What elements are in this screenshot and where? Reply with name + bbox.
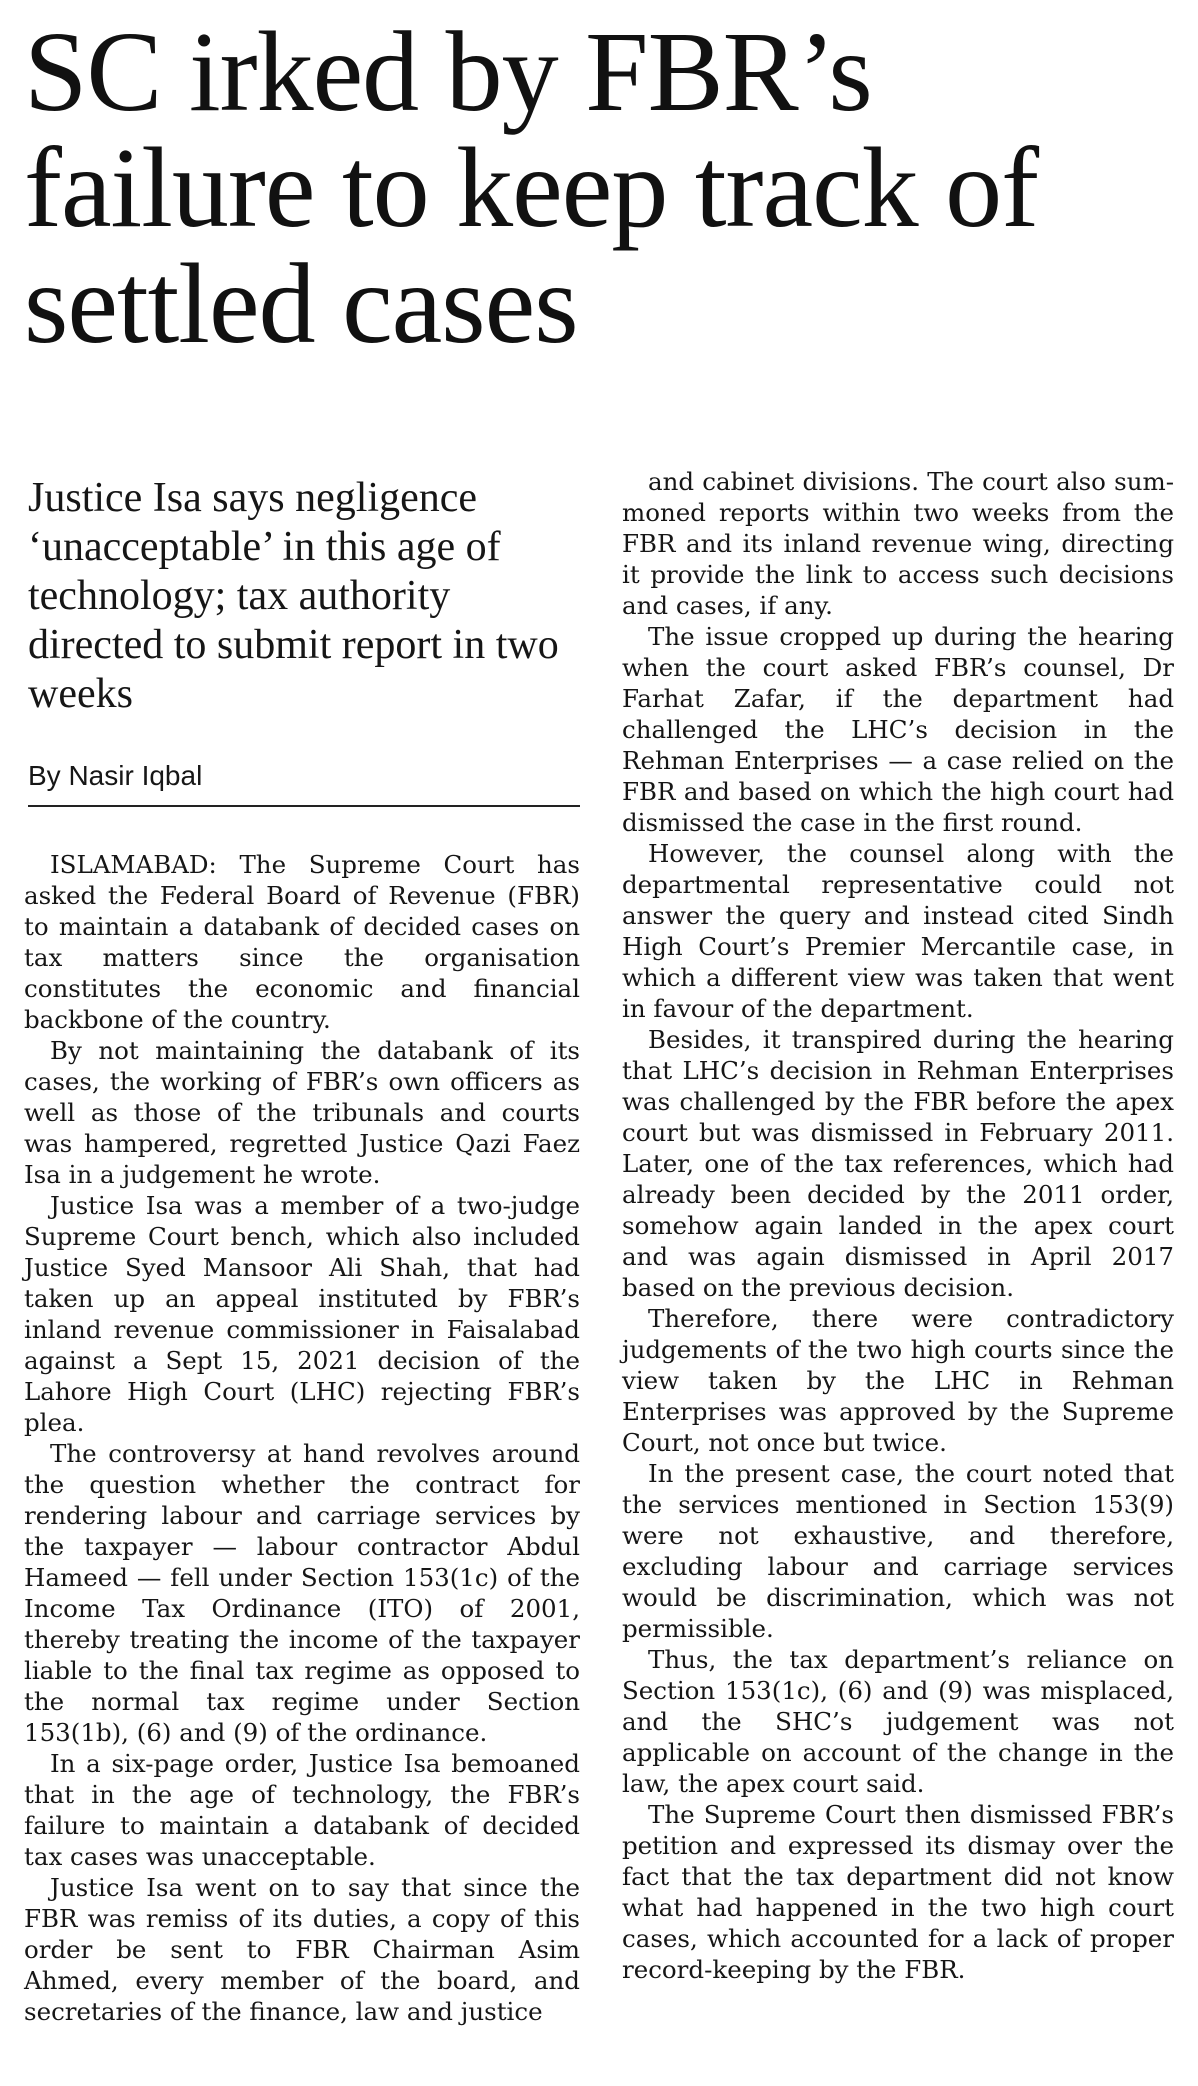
paragraph: In a six-page order, Justice Isa bemoaned that in the age of technology, the FBR’s failure to maintain a databank of decided tax cases was unacceptable. <box>24 1749 580 1871</box>
paragraph: However, the counsel along with the departmental representative could not answer the query and instead cited Sindh High Court’s Premier Mercantile case, in which a different view was taken that went in favour of the department. <box>622 839 1174 1023</box>
right-column <box>622 466 1174 1985</box>
paragraph: Besides, it transpired during the hearing that LHC’s decision in Rehman Enterprises was challenged by the FBR before the apex court but was dismissed in February 2011. Later, one of the tax references, which had already been decided by the 2011 order, somehow again landed in the apex court and was again dismissed in April 2017 based on the previous decision. <box>622 1025 1174 1302</box>
paragraph: The Supreme Court then dismissed FBR’s petition and expressed its dismay over the fact that the tax department did not know what had happened in the two high court cases, which accounted for a lack of proper record-keeping by the FBR. <box>622 1800 1174 1984</box>
paragraph: Justice Isa went on to say that since the FBR was remiss of its duties, a copy of this order be sent to FBR Chairman Asim Ahmed, every member of the board, and secretaries of the finance, law and justice <box>24 1873 580 2026</box>
left-column-body <box>24 849 580 2027</box>
paragraph: By not maintaining the databank of its cases, the working of FBR’s own officers as well as those of the tribunals and courts was hampered, regretted Justice Qazi Faez Isa in a judgement he wrote. <box>24 1036 580 1189</box>
paragraph: Justice Isa was a member of a two-judge Supreme Court bench, which also included Justice Syed Mansoor Ali Shah, that had taken up an appeal instituted by FBR’s inland revenue commissioner in Faisalabad against a Sept 15, 2021 decision of the Lahore High Court (LHC) rejecting FBR’s plea. <box>24 1191 580 1437</box>
paragraph: and cabinet divisions. The court also summoned reports within two weeks from the FBR and its inland revenue wing, directing it provide the link to access such decisions and cases, if any. <box>622 467 1174 620</box>
headline: SC irked by FBR’s failure to keep track of settled cases <box>24 8 1039 367</box>
paragraph: Thus, the tax department’s reliance on Section 153(1c), (6) and (9) was misplaced, and the SHC’s judgement was not applicable on account of the change in the law, the apex court said. <box>622 1645 1174 1798</box>
paragraph: The controversy at hand revolves around the question whether the contract for rendering labour and carriage services by the taxpayer — labour contractor Abdul Hameed — fell under Section 153(1c) of the Income Tax Ordinance (ITO) of 2001, thereby treating the income of the taxpayer liable to the final tax regime as opposed to the normal tax regime under Section 153(1b), (6) and (9) of the ordinance. <box>24 1439 580 1747</box>
paragraph: Therefore, there were contradictory judgements of the two high courts since the view taken by the LHC in Rehman Enterprises was approved by the Supreme Court, not once but twice. <box>622 1304 1174 1457</box>
left-column <box>24 466 580 2027</box>
byline: By Nasir Iqbal <box>28 759 580 807</box>
deck-subheadline: Justice Isa says negligence ‘unacceptable’ in this age of technology; tax authority directed to submit report in two weeks <box>28 475 559 717</box>
paragraph: The issue cropped up during the hearing when the court asked FBR’s counsel, Dr Farhat Zafar, if the department had challenged the LHC’s decision in the Rehman Enterprises — a case relied on the FBR and based on which the high court had dismissed the case in the first round. <box>622 622 1174 837</box>
paragraph: In the present case, the court noted that the services mentioned in Section 153(9) were not exhaustive, and therefore, excluding labour and carriage services would be discrimination, which was not permissible. <box>622 1459 1174 1643</box>
paragraph: ISLAMABAD: The Supreme Court has asked the Federal Board of Revenue (FBR) to maintain a databank of decided cases on tax matters since the organisation constitutes the economic and financial backbone of the country. <box>24 850 580 1034</box>
